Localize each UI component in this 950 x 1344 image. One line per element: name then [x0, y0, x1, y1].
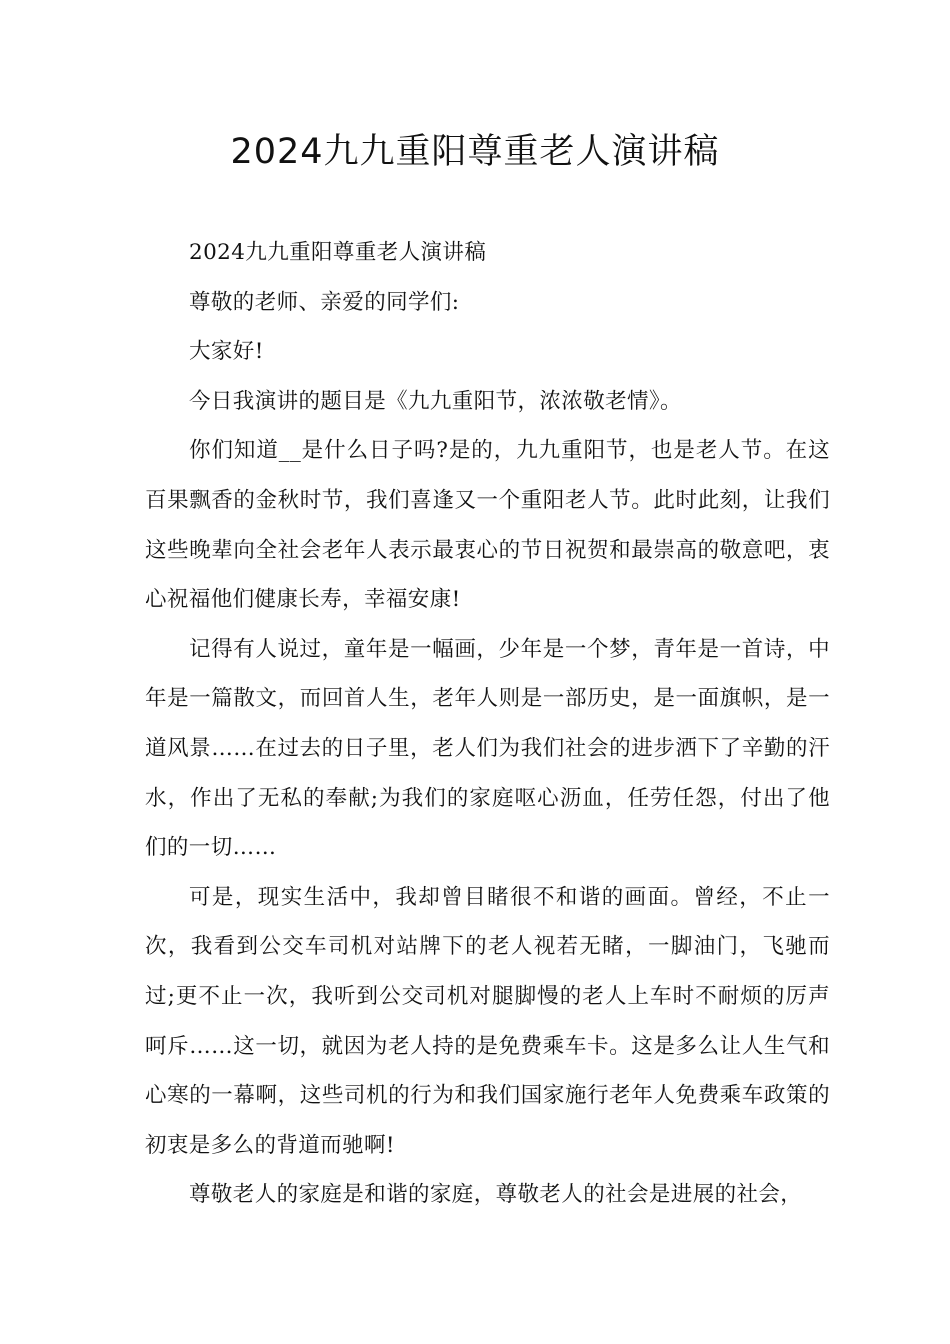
body-paragraph: 尊敬老人的家庭是和谐的家庭，尊敬老人的社会是进展的社会，	[189, 1182, 803, 1208]
body-paragraph: 你们知道__是什么日子吗?是的，九九重阳节，也是老人节。在这百果飘香的金秋时节，我们喜逢又一个重阳老人节。此时此刻，让我们这些晚辈向全社会老年人表示最衷心的节日祝贺和最崇高的敬意吧，衷心祝福他们健康长寿，幸福安康!	[145, 438, 830, 613]
body-paragraph-salutation: 尊敬的老师、亲爱的同学们:	[189, 289, 460, 315]
body-paragraph-greeting: 大家好!	[189, 339, 264, 365]
document-body	[145, 228, 830, 1220]
body-paragraph-topic: 今日我演讲的题目是《九九重阳节，浓浓敬老情》。	[189, 388, 682, 414]
document-title: 2024九九重阳尊重老人演讲稿	[230, 132, 720, 172]
body-paragraph: 可是，现实生活中，我却曾目睹很不和谐的画面。曾经，不止一次，我看到公交车司机对站牌下的老人视若无睹，一脚油门，飞驰而过;更不止一次，我听到公交司机对腿脚慢的老人上车时不耐烦的厉声呵斥……这一切，就因为老人持的是免费乘车卡。这是多么让人生气和心寒的一幕啊，这些司机的行为和我们国家施行老年人免费乘车政策的初衷是多么的背道而驰啊!	[145, 884, 830, 1158]
body-paragraph: 记得有人说过，童年是一幅画，少年是一个梦，青年是一首诗，中年是一篇散文，而回首人生，老年人则是一部历史，是一面旗帜，是一道风景……在过去的日子里，老人们为我们社会的进步洒下了辛勤的汗水，作出了无私的奉献;为我们的家庭呕心沥血，任劳任怨，付出了他们的一切……	[145, 636, 830, 861]
body-paragraph-heading: 2024九九重阳尊重老人演讲稿	[189, 240, 487, 265]
